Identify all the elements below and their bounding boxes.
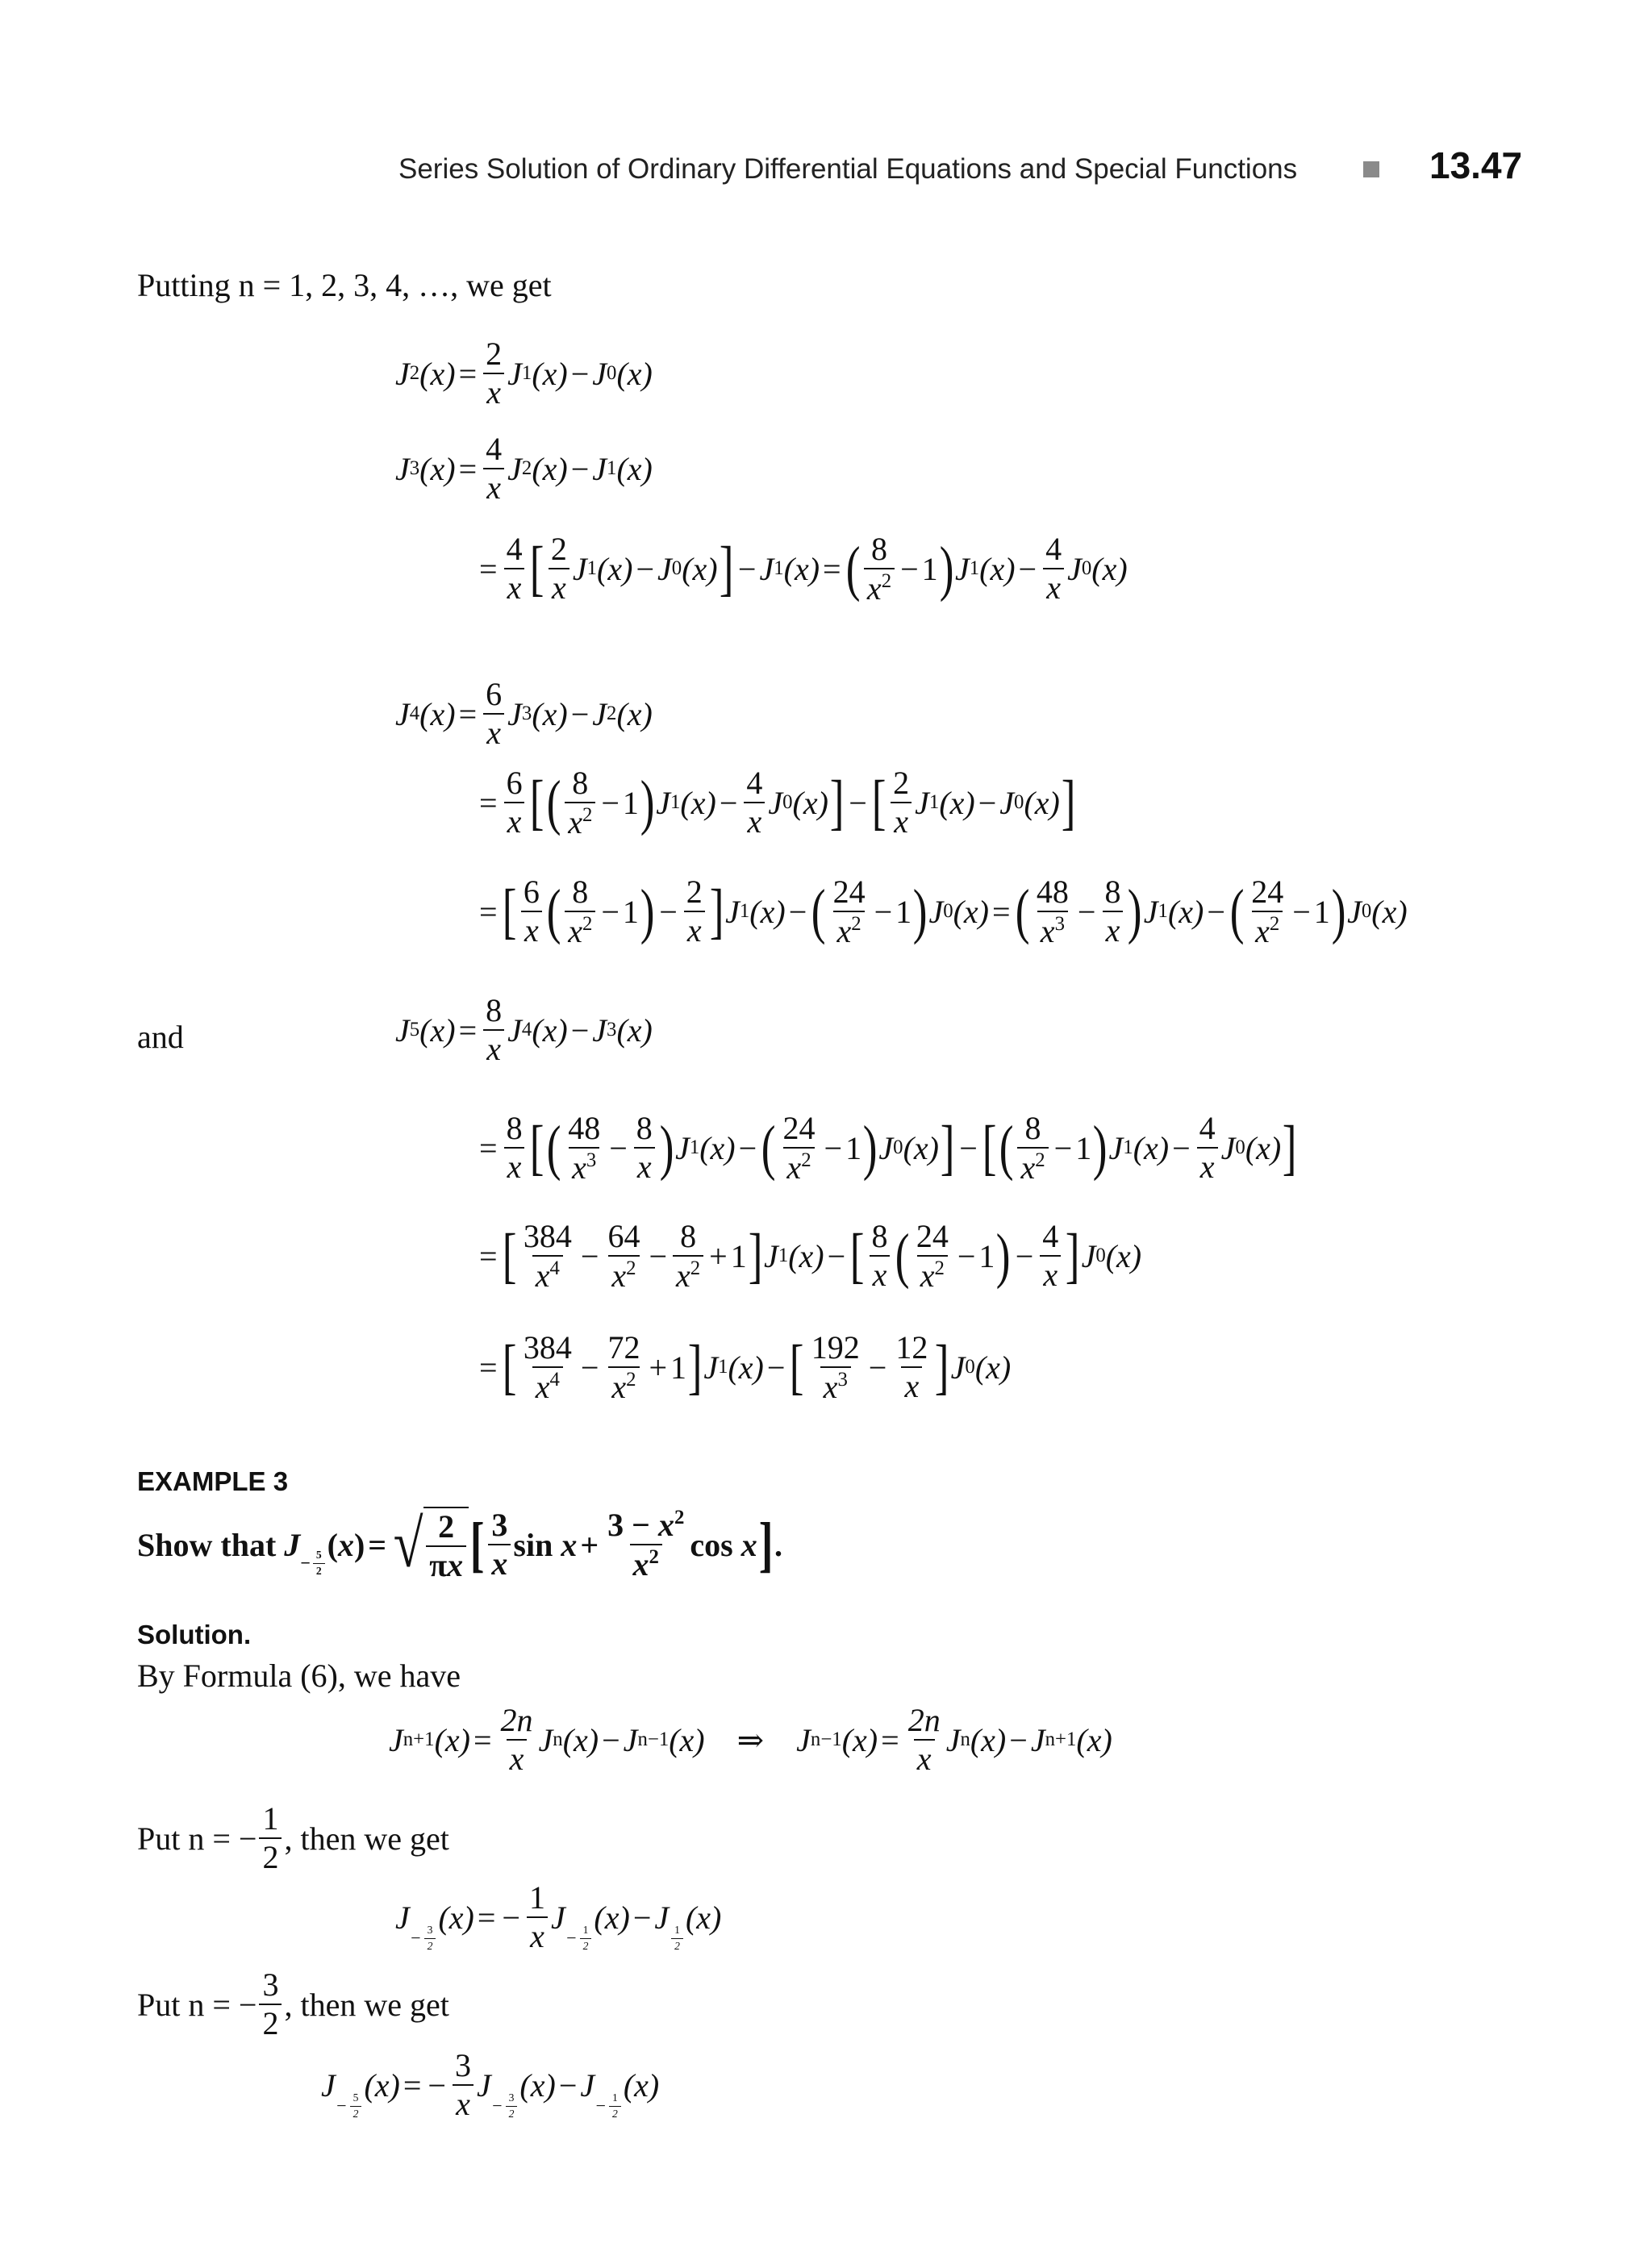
equation-j5-step1: = $\frac{8}{x}$ [ ( $\frac{48}{x^3}$ − $\frac{8}{x}$ ) J 1 (x) − ( $\frac{24}{x^2}$ − 1 ) J 0 (x) ] − [ ( $\frac{8}{x^2}$ − 1 ) J 1 (x) − $\frac{4}{x}$ J 0 (x) ] [479, 1110, 1297, 1186]
equation-j-minus-5-2: J − $\frac{5}{2}$ (x) = − $\frac{3}{x}$ J − $\frac{3}{2}$ (x) − J − $\frac{1}{2}$ (x) [321, 2047, 660, 2122]
example-statement: Show that J − $\frac{5}{2}$ ( x ) = √ $\frac{2}{\pi x}$ [ $\frac{3}{x}$ sin x + $\frac{3 - x^2}{x^2}$ cos x ] . [137, 1507, 782, 1583]
then-text-2: , then we get [284, 1986, 449, 2023]
equation-j4-step2: = [ $\frac{6}{x}$ ( $\frac{8}{x^2}$ − 1 ) − $\frac{2}{x}$ ] J 1 (x) − ( $\frac{24}{x^2}$ − 1 ) J 0 (x) = ( $\frac{48}{x^3}$ − $\frac{8}{x}$ ) J 1 (x) − ( $\frac{24}{x^2}$ − 1 ) J 0 (x) [479, 874, 1408, 949]
by-formula-text: By Formula (6), we have [137, 1658, 461, 1694]
intro-text: Putting n = 1, 2, 3, 4, …, we get [137, 267, 552, 303]
equation-j5-step2: = [ $\frac{384}{x^4}$ − $\frac{64}{x^2}$ − $\frac{8}{x^2}$ + 1 ] J 1 (x) − [ $\frac{8}{x}$ ( $\frac{24}{x^2}$ − 1 ) − $\frac{4}{x}$ ] J 0 (x) [479, 1218, 1142, 1294]
equation-j4-step1: = $\frac{6}{x}$ [ ( $\frac{8}{x^2}$ − 1 ) J 1 (x) − $\frac{4}{x}$ J 0 (x) ] − [ $\frac{2}{x}$ J 1 (x) − J 0 (x) ] [479, 765, 1076, 840]
and-label: and [137, 1019, 184, 1055]
running-title: Series Solution of Ordinary Differential Equations and Special Functions [398, 153, 1298, 185]
put-text-2: Put n = − [137, 1986, 257, 2023]
show-that-text: Show that [137, 1526, 277, 1563]
equation-j-minus-3-2: J − $\frac{3}{2}$ (x) = − $\frac{1}{x}$ J − $\frac{1}{2}$ (x) − J $\frac{1}{2}$ (x) [395, 1879, 722, 1954]
equation-j5-result: = [ $\frac{384}{x^4}$ − $\frac{72}{x^2}$ + 1 ] J 1 (x) − [ $\frac{192}{x^3}$ − $\frac{12}{x}$ ] J 0 (x) [479, 1329, 1012, 1405]
recurrence-equation: J n+1 (x) = $\frac{2n}{x}$ J n (x) − J n−1 (x) ⇒ J n−1 (x) = $\frac{2n}{x}$ J n (x) − J n+1 (x) [389, 1702, 1112, 1777]
put-n-three-halves: Put n = − $\frac{3}{2}$ , then we get [137, 1966, 449, 2041]
put-n-half: Put n = − $\frac{1}{2}$ , then we get [137, 1800, 449, 1875]
solution-label: Solution. [137, 1620, 252, 1649]
example-label: EXAMPLE 3 [137, 1466, 289, 1496]
put-text-1: Put n = − [137, 1820, 257, 1857]
equation-j2: J 2 (x) = $\frac{2}{x}$ J 1 (x) − J 0 (x) [395, 336, 653, 411]
equation-j3: J 3 (x) = $\frac{4}{x}$ J 2 (x) − J 1 (x) [395, 431, 653, 506]
equation-j3-expanded: = $\frac{4}{x}$ [ $\frac{2}{x}$ J 1 (x) − J 0 (x) ] − J 1 (x) = ( $\frac{8}{x^2}$ − 1 ) J 1 (x) − $\frac{4}{x}$ J 0 (x) [479, 531, 1128, 607]
equation-j5: J 5 (x) = $\frac{8}{x}$ J 4 (x) − J 3 (x) [395, 992, 653, 1067]
then-text-1: , then we get [284, 1820, 449, 1857]
page-number: 13.47 [1429, 144, 1523, 186]
equation-j4: J 4 (x) = $\frac{6}{x}$ J 3 (x) − J 2 (x) [395, 676, 653, 751]
header-square-icon [1363, 161, 1379, 177]
